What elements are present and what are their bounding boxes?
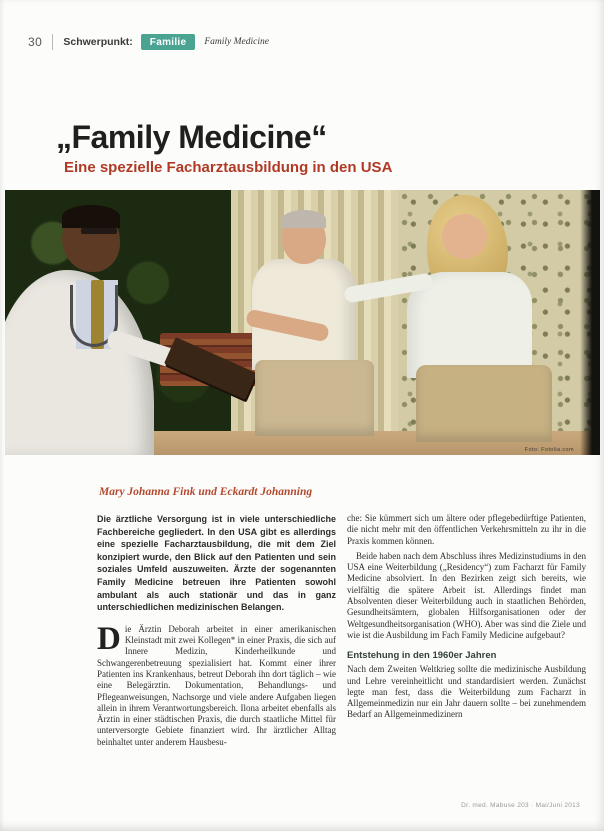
page-footer: Dr. med. Mabuse 203 · Mai/Juni 2013	[461, 802, 580, 809]
paragraph-4: Nach dem Zweiten Weltkrieg sollte die medizinische Ausbildung und Lehre vereinheitlicht und standardisiert werden. Zunächst legte man fest, dass die Weiterbildung zum Facharzt in Allgemeinmedizin nur ein Jahr dauern sollte – bei zunehmendem Bedarf an Allgemeinmedizinern	[347, 664, 586, 720]
column-left	[97, 513, 336, 748]
drop-cap: D	[97, 620, 121, 657]
paragraph-1	[97, 620, 336, 748]
doctor-hair	[62, 205, 120, 229]
page-number: 30	[28, 35, 43, 49]
paragraph-2: che: Sie kümmert sich um ältere oder pflegebedürftige Patienten, die nicht mehr mit den öffentlichen Verkehrsmitteln zu ihr in die Praxis kommen können.	[347, 513, 586, 546]
paragraph-1-text: ie Ärztin Deborah arbeitet in einer amerikanischen Kleinstadt mit zwei Kollegen* in einer Praxis, die sich auf Innere Medizin, Kinderheilkunde und Schwangerenbetreuung spezialisiert hat. Kommt einer ihrer Patienten ins Krankenhaus, betreut Deborah ihn dort täglich – wie eine Belegärztin. Dokumentation, Behandlungs- und Pflegeanweisungen, Nachsorge und viele andere Aufgaben liegen allein in ihrem Verantwortungsbereich. Ilona arbeitet ebenfalls als Ärztin in einer städtischen Praxis, die durch staatliche Mittel für unterversorgte Gebiete finanziert wird. Ihr ärztlicher Alltag beinhaltet unter anderem Hausbesu-	[97, 623, 336, 747]
woman-pants	[416, 365, 553, 442]
photo-dark-edge	[580, 190, 600, 455]
paragraph-3: Beide haben nach dem Abschluss ihres Medizinstudiums in den USA eine Weiterbildung („Residency“) zum Facharzt für Family Medicine absolviert. In den Bezirken zeigt sich bereits, wie vielfältig die spätere Arbeit ist. Allerdings findet man Absolventen dieser Weiterbildung auch in staatlichen Behörden, Gesundheitsämtern, globalen Hilfsorganisationen oder der Weltgesundheitsorganisation (WHO). Aber was sind die Ziele und wie ist die Ausbildung im Fach Family Medicine aufgebaut?	[347, 550, 586, 640]
doctor-glasses	[81, 228, 117, 234]
photo-credit: Foto: Fotolia.com	[524, 447, 574, 453]
section-label: Schwerpunkt:	[63, 36, 133, 48]
article-title: „Family Medicine“	[56, 119, 327, 156]
article-body	[97, 513, 586, 748]
author-byline: Mary Johanna Fink und Eckardt Johanning	[99, 486, 313, 498]
article-photo	[5, 190, 600, 455]
intro-paragraph: Die ärztliche Versorgung ist in viele unterschiedliche Fachbereiche gegliedert. In den USA gibt es allerdings eine spezielle Facharztausbildung, die mit dem Ziel konzipiert wurde, den Blick auf den Patienten und sein soziales Umfeld auszuweiten. Ärzte der sogenannten Family Medicine betreuen ihre Patienten sowohl ambulant als auch stationär und das in ganz unterschiedlichen medizinischen Belangen.	[97, 514, 336, 613]
header-divider	[52, 34, 53, 50]
column-right	[347, 513, 586, 748]
header-topic: Family Medicine	[204, 37, 269, 47]
section-subheading: Entstehung in den 1960er Jahren	[347, 650, 497, 662]
woman-face	[442, 214, 487, 259]
article-subtitle: Eine spezielle Facharztausbildung in den USA	[64, 159, 393, 177]
elderly-man-hair	[282, 210, 326, 229]
section-badge: Familie	[141, 34, 196, 50]
elderly-man-pants	[255, 360, 374, 437]
page-header	[28, 32, 269, 52]
